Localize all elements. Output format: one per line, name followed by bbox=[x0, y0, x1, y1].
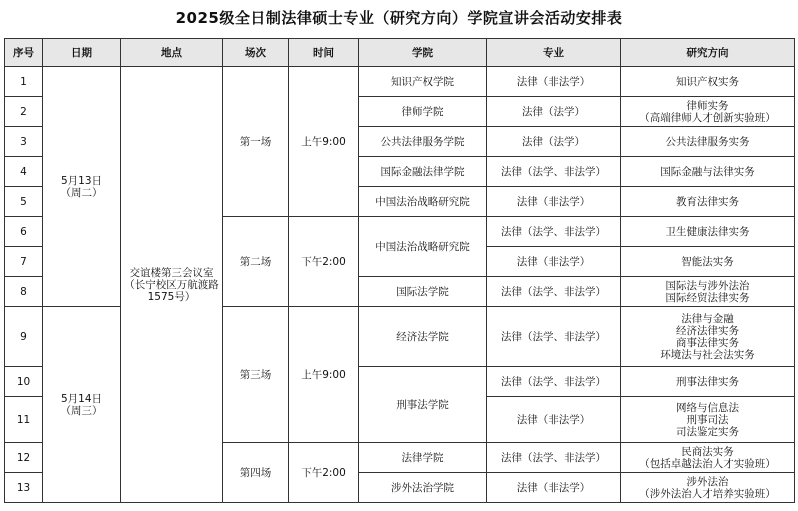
date-cell: 5月14日 （周三） bbox=[43, 307, 121, 503]
direction-cell: 涉外法治 （涉外法治人才培养实验班） bbox=[621, 473, 795, 503]
row-number: 4 bbox=[5, 157, 43, 187]
session-cell: 第一场 bbox=[223, 67, 289, 217]
college-cell: 国际法学院 bbox=[359, 277, 487, 307]
time-cell: 上午9:00 bbox=[289, 67, 359, 217]
college-cell: 公共法律服务学院 bbox=[359, 127, 487, 157]
row-number: 7 bbox=[5, 247, 43, 277]
header-session: 场次 bbox=[223, 39, 289, 67]
session-cell: 第二场 bbox=[223, 217, 289, 307]
time-cell: 上午9:00 bbox=[289, 307, 359, 443]
row-number: 9 bbox=[5, 307, 43, 367]
major-cell: 法律（非法学） bbox=[487, 397, 621, 443]
row-number: 12 bbox=[5, 443, 43, 473]
major-cell: 法律（法学、非法学） bbox=[487, 307, 621, 367]
row-number: 10 bbox=[5, 367, 43, 397]
header-direction: 研究方向 bbox=[621, 39, 795, 67]
location-cell: 交谊楼第三会议室 （长宁校区万航渡路 1575号） bbox=[121, 67, 223, 503]
row-number: 6 bbox=[5, 217, 43, 247]
header-row bbox=[5, 39, 795, 67]
header-date: 日期 bbox=[43, 39, 121, 67]
session-cell: 第四场 bbox=[223, 443, 289, 503]
college-cell: 经济法学院 bbox=[359, 307, 487, 367]
college-cell: 知识产权学院 bbox=[359, 67, 487, 97]
direction-cell: 网络与信息法 刑事司法 司法鉴定实务 bbox=[621, 397, 795, 443]
college-cell: 刑事法学院 bbox=[359, 367, 487, 443]
date-cell: 5月13日 （周二） bbox=[43, 67, 121, 307]
schedule-table bbox=[4, 38, 795, 503]
row-number: 2 bbox=[5, 97, 43, 127]
major-cell: 法律（法学） bbox=[487, 97, 621, 127]
row-number: 13 bbox=[5, 473, 43, 503]
header-major: 专业 bbox=[487, 39, 621, 67]
time-cell: 下午2:00 bbox=[289, 443, 359, 503]
college-cell: 涉外法治学院 bbox=[359, 473, 487, 503]
college-cell: 国际金融法律学院 bbox=[359, 157, 487, 187]
header-no: 序号 bbox=[5, 39, 43, 67]
direction-cell: 法律与金融 经济法律实务 商事法律实务 环境法与社会法实务 bbox=[621, 307, 795, 367]
direction-cell: 卫生健康法律实务 bbox=[621, 217, 795, 247]
direction-cell: 民商法实务 （包括卓越法治人才实验班） bbox=[621, 443, 795, 473]
major-cell: 法律（非法学） bbox=[487, 473, 621, 503]
direction-cell: 律师实务 （高端律师人才创新实验班） bbox=[621, 97, 795, 127]
time-cell: 下午2:00 bbox=[289, 217, 359, 307]
header-time: 时间 bbox=[289, 39, 359, 67]
direction-cell: 智能法实务 bbox=[621, 247, 795, 277]
row-number: 11 bbox=[5, 397, 43, 443]
direction-cell: 知识产权实务 bbox=[621, 67, 795, 97]
major-cell: 法律（非法学） bbox=[487, 247, 621, 277]
major-cell: 法律（法学） bbox=[487, 127, 621, 157]
header-college: 学院 bbox=[359, 39, 487, 67]
college-cell: 中国法治战略研究院 bbox=[359, 187, 487, 217]
page-title: 2025级全日制法律硕士专业（研究方向）学院宣讲会活动安排表 bbox=[175, 9, 623, 27]
major-cell: 法律（法学、非法学） bbox=[487, 277, 621, 307]
college-cell: 中国法治战略研究院 bbox=[359, 217, 487, 277]
major-cell: 法律（法学、非法学） bbox=[487, 443, 621, 473]
direction-cell: 刑事法律实务 bbox=[621, 367, 795, 397]
direction-cell: 教育法律实务 bbox=[621, 187, 795, 217]
major-cell: 法律（非法学） bbox=[487, 187, 621, 217]
college-cell: 法律学院 bbox=[359, 443, 487, 473]
table-row bbox=[5, 67, 795, 97]
direction-cell: 国际法与涉外法治 国际经贸法律实务 bbox=[621, 277, 795, 307]
college-cell: 律师学院 bbox=[359, 97, 487, 127]
major-cell: 法律（非法学） bbox=[487, 67, 621, 97]
row-number: 8 bbox=[5, 277, 43, 307]
major-cell: 法律（法学、非法学） bbox=[487, 217, 621, 247]
direction-cell: 公共法律服务实务 bbox=[621, 127, 795, 157]
direction-cell: 国际金融与法律实务 bbox=[621, 157, 795, 187]
header-location: 地点 bbox=[121, 39, 223, 67]
row-number: 3 bbox=[5, 127, 43, 157]
row-number: 1 bbox=[5, 67, 43, 97]
session-cell: 第三场 bbox=[223, 307, 289, 443]
row-number: 5 bbox=[5, 187, 43, 217]
major-cell: 法律（法学、非法学） bbox=[487, 367, 621, 397]
major-cell: 法律（法学、非法学） bbox=[487, 157, 621, 187]
